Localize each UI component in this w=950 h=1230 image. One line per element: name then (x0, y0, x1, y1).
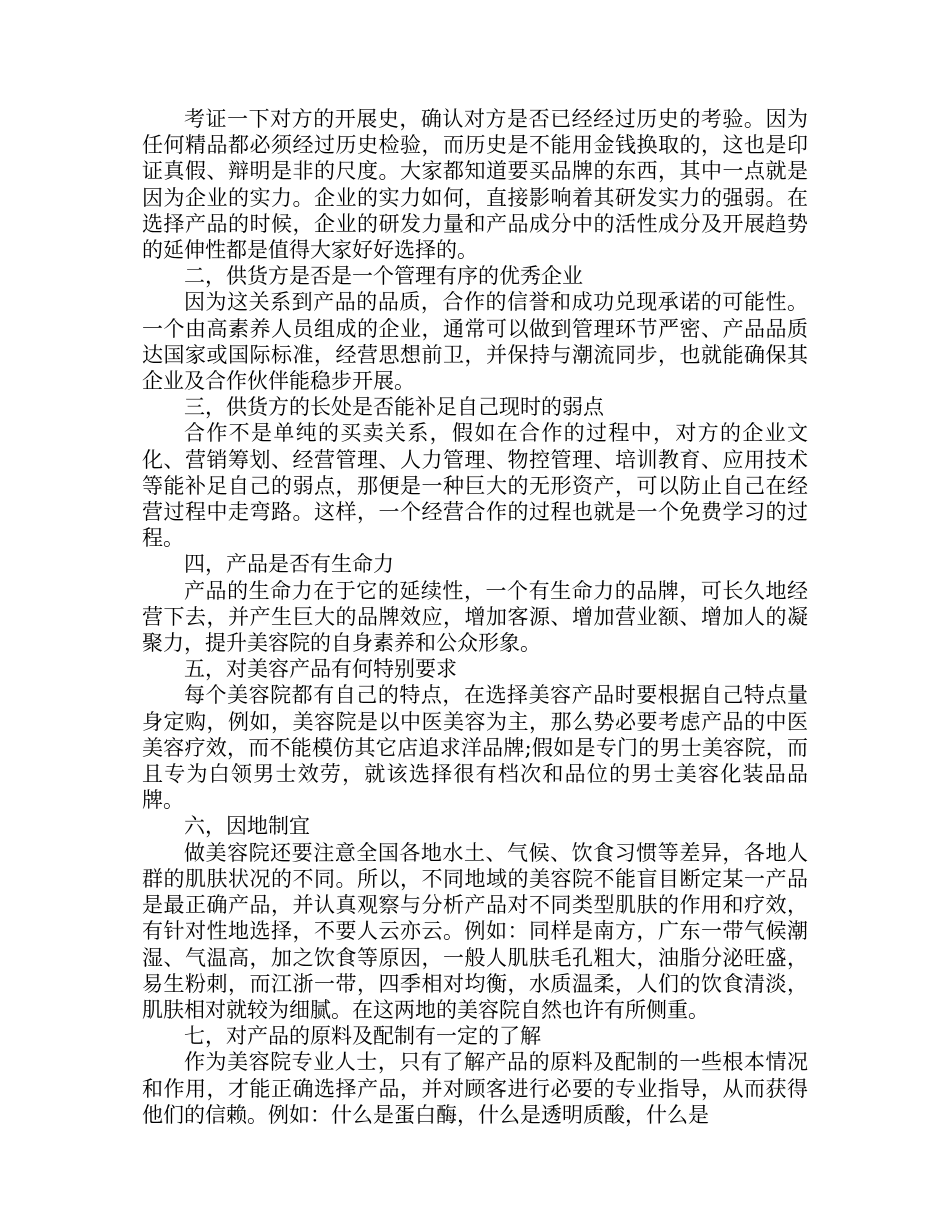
section-heading-2: 二，供货方是否是一个管理有序的优秀企业 (184, 264, 583, 289)
paragraph-vitality: 产品的生命力在于它的延续性，一个有生命力的品牌，可长久地经营下去，并产生巨大的品牌效应，增加客源、增加营业额、增加人的凝聚力，提升美容院的自身素养和公众形象。 (142, 578, 808, 656)
section-heading-4: 四，产品是否有生命力 (184, 552, 394, 577)
section-heading-7: 七，对产品的原料及配制有一定的了解 (184, 1024, 541, 1049)
document-body (142, 106, 808, 1128)
section-heading-6: 六，因地制宜 (184, 814, 310, 839)
paragraph-strengths: 合作不是单纯的买卖关系，假如在合作的过程中，对方的企业文化、营销筹划、经营管理、人力管理、物控管理、培训教育、应用技术等能补足自己的弱点，那便是一种巨大的无形资产，可以防止自己在经营过程中走弯路。这样，一个经营合作的过程也就是一个免费学习的过程。 (142, 421, 808, 551)
paragraph-local-conditions: 做美容院还要注意全国各地水土、气候、饮食习惯等差异，各地人群的肌肤状况的不同。所以，不同地域的美容院不能盲目断定某一产品是最正确产品，并认真观察与分析产品对不同类型肌肤的作用和疗效，有针对性地选择，不要人云亦云。例如：同样是南方，广东一带气候潮湿、气温高，加之饮食等原因，一般人肌肤毛孔粗大，油脂分泌旺盛，易生粉刺，而江浙一带，四季相对均衡，水质温柔，人们的饮食清淡，肌肤相对就较为细腻。在这两地的美容院自然也许有所侧重。 (142, 840, 808, 1022)
paragraph-ingredients: 作为美容院专业人士，只有了解产品的原料及配制的一些根本情况和作用，才能正确选择产品，并对顾客进行必要的专业指导，从而获得他们的信赖。例如：什么是蛋白酶，什么是透明质酸，什么是 (142, 1050, 808, 1127)
paragraph-requirements: 每个美容院都有自己的特点，在选择美容产品时要根据自己特点量身定购，例如，美容院是以中医美容为主，那么势必要考虑产品的中医美容疗效，而不能模仿其它店追求洋品牌;假如是专门的男士美容院，而且专为白领男士效劳，就该选择很有档次和品位的男士美容化装品品牌。 (142, 683, 808, 813)
paragraph-history: 考证一下对方的开展史，确认对方是否已经经过历史的考验。因为任何精品都必须经过历史检验，而历史是不能用金钱换取的，这也是印证真假、辩明是非的尺度。大家都知道要买品牌的东西，其中一点就是因为企业的实力。企业的实力如何，直接影响着其研发实力的强弱。在选择产品的时候，企业的研发力量和产品成分中的活性成分及开展趋势的延伸性都是值得大家好好选择的。 (142, 107, 808, 263)
paragraph-management: 因为这关系到产品的品质，合作的信誉和成功兑现承诺的可能性。一个由高素养人员组成的企业，通常可以做到管理环节严密、产品品质达国家或国际标准，经营思想前卫，并保持与潮流同步，也就能确保其企业及合作伙伴能稳步开展。 (142, 290, 808, 394)
section-heading-5: 五，对美容产品有何特别要求 (184, 657, 457, 682)
section-heading-3: 三，供货方的长处是否能补足自己现时的弱点 (184, 395, 604, 420)
